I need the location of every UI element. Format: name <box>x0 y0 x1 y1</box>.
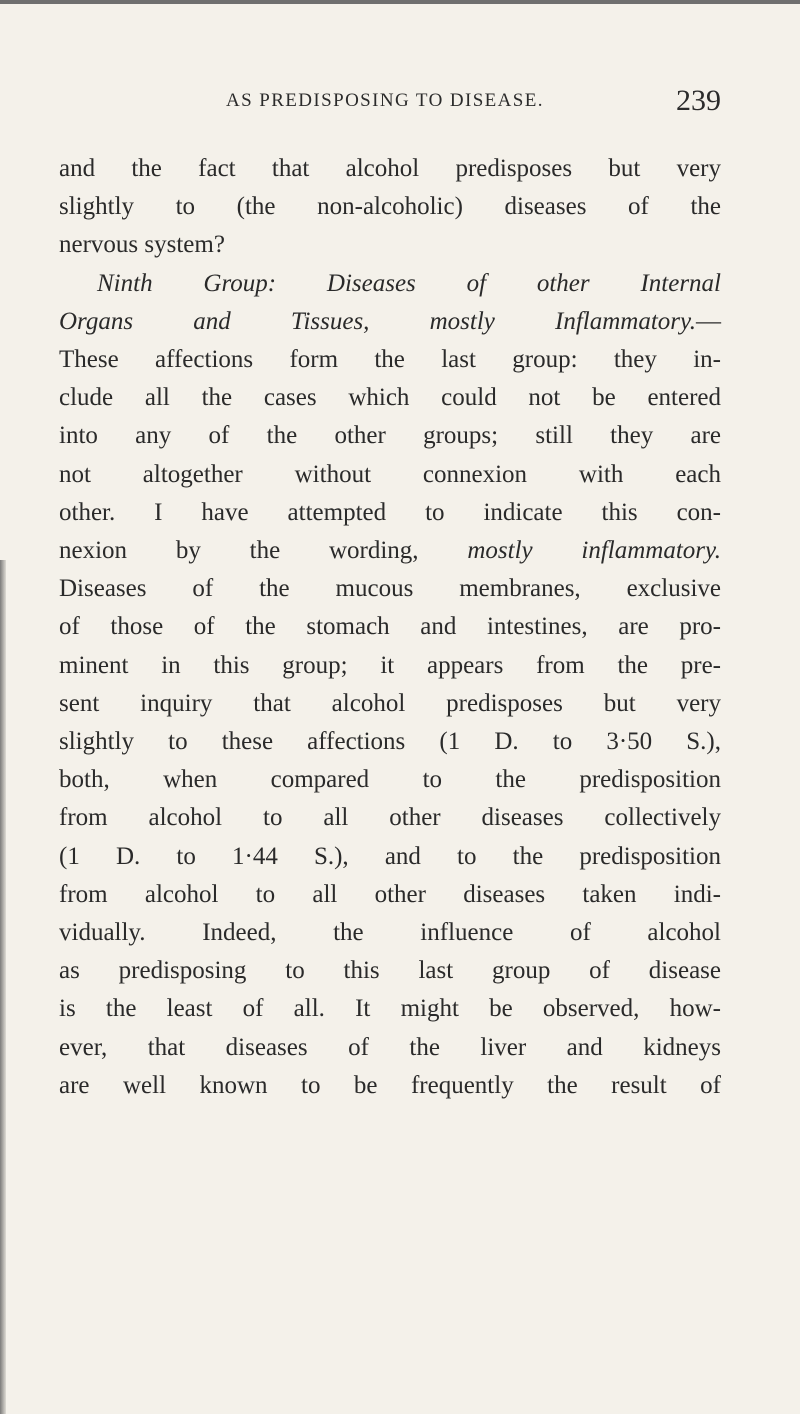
section-heading-line <box>59 303 721 341</box>
text-line: other. I have attempted to indicate this con- <box>59 498 721 526</box>
scan-edge-top <box>0 0 800 4</box>
text-segment: nexion by the wording, <box>59 537 468 565</box>
text-line <box>59 532 721 570</box>
text-line: from alcohol to all other diseases taken indi- <box>59 880 721 908</box>
text-line: (1 D. to 1·44 S.), and to the predisposition <box>59 842 721 870</box>
body-text <box>59 150 721 1105</box>
text-line: nervous system? <box>59 231 225 259</box>
italic-phrase: mostly inflammatory. <box>467 537 721 565</box>
text-line: Diseases of the mucous membranes, exclusive <box>59 575 721 603</box>
em-dash: — <box>696 307 721 335</box>
text-line: into any of the other groups; still they are <box>59 422 721 450</box>
running-head-title: AS PREDISPOSING TO DISEASE. <box>226 90 544 111</box>
section-heading-line <box>59 265 721 303</box>
text-line: from alcohol to all other diseases collectively <box>59 804 721 832</box>
text-line: slightly to (the non-alcoholic) diseases of the <box>59 193 721 221</box>
text-line: sent inquiry that alcohol predisposes but very <box>59 689 721 717</box>
book-page <box>52 40 772 1400</box>
text-line: and the fact that alcohol predisposes but very <box>59 155 721 182</box>
text-line: clude all the cases which could not be entered <box>59 384 721 412</box>
text-line: not altogether without connexion with each <box>59 460 721 488</box>
text-line: minent in this group; it appears from the pre- <box>59 651 721 679</box>
text-line: vidually. Indeed, the influence of alcohol <box>59 919 721 947</box>
text-line: are well known to be frequently the result of <box>59 1071 721 1099</box>
running-head <box>52 82 721 122</box>
text-line: of those of the stomach and intestines, are pro- <box>59 613 721 641</box>
section-heading-part: Ninth Group: Diseases of other Internal <box>97 269 721 297</box>
text-line: both, when compared to the predisposition <box>59 766 721 794</box>
section-heading-part: Organs and Tissues, mostly Inflammatory. <box>59 307 696 335</box>
text-line: as predisposing to this last group of disease <box>59 957 721 985</box>
text-line: These affections form the last group: they in- <box>59 346 721 374</box>
text-line: slightly to these affections (1 D. to 3·50 S.), <box>59 728 721 756</box>
text-line: is the least of all. It might be observed, how- <box>59 995 721 1023</box>
page-number: 239 <box>676 84 721 117</box>
text-line: ever, that diseases of the liver and kidneys <box>59 1033 721 1061</box>
scan-edge-left <box>0 560 6 1414</box>
